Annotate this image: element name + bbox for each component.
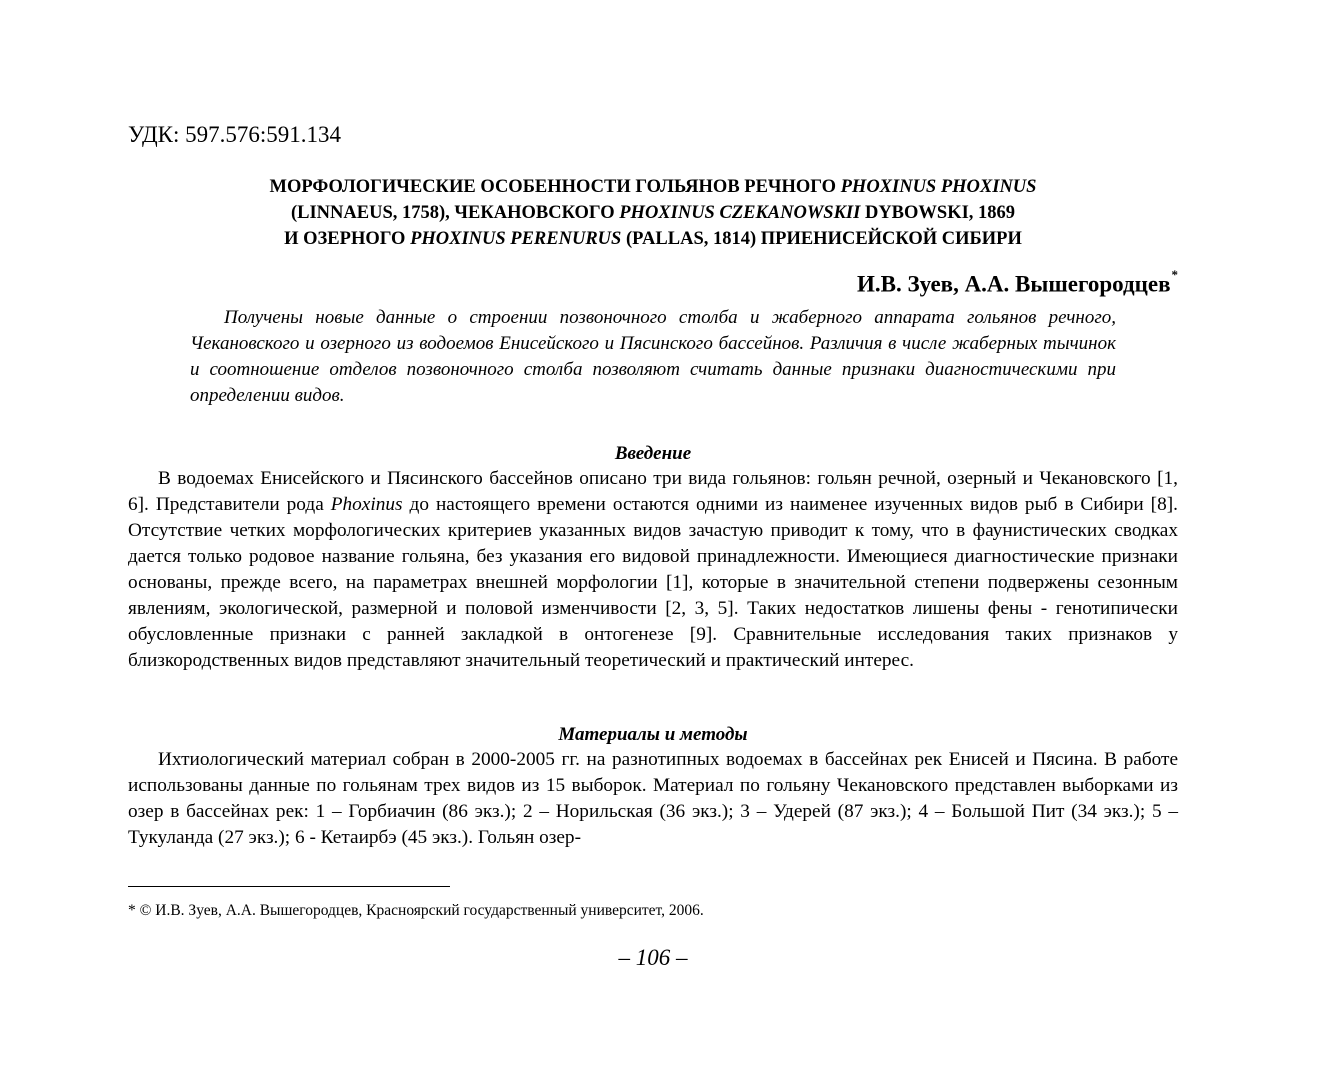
authors	[857, 264, 1178, 300]
abstract: Получены новые данные о строении позвоночного столба и жаберного аппарата гольянов речного, Чекановского и озерного из водоемов Енисейского и Пясинского бассейнов. Различия в числе жаберных тычинок и соотношение отделов позвоночного столба позволяют считать данные признаки диагностическими при определении видов.	[190, 307, 1116, 406]
title-line-1-text: МОРФОЛОГИЧЕСКИЕ ОСОБЕННОСТИ ГОЛЬЯНОВ РЕЧНОГО	[269, 177, 841, 197]
genus-name: Phoxinus	[330, 494, 403, 515]
methods-paragraph: Ихтиологический материал собран в 2000-2005 гг. на разнотипных водоемах в бассейнах рек Енисей и Пясина. В работе использованы данные по гольянам трех видов из 15 выборок. Материал по гольяну Чекановского представлен выборками из озер в бассейнах рек: 1 – Горбиачин (86 экз.); 2 – Норильская (36 экз.); 3 – Удерей (87 экз.); 4 – Большой Пит (34 экз.); 5 – Тукуланда (27 экз.); 6 - Кетаирбэ (45 экз.). Гольян озер-	[128, 749, 1178, 848]
author-names: И.В. Зуев, А.А. Вышегородцев	[857, 271, 1171, 297]
title-line-2-author: DYBOWSKI, 1869	[860, 203, 1016, 223]
introduction-paragraph	[128, 466, 1178, 674]
title-line-2-text: (LINNAEUS, 1758), ЧЕКАНОВСКОГО	[290, 203, 620, 223]
methods-heading: Материалы и методы	[558, 724, 748, 745]
title-line-3-author: (PALLAS, 1814) ПРИЕНИСЕЙСКОЙ СИБИРИ	[621, 229, 1022, 249]
introduction-text-1: В водоемах Енисейского и Пясинского бассейнов описано три вида гольянов: гольян речной, озерный и Чекановского [1, 6]. Представители рода	[128, 468, 1178, 515]
udk-code: УДК: 597.576:591.134	[128, 122, 342, 147]
article-title	[128, 174, 1178, 252]
footnote-mark: *	[1171, 267, 1178, 282]
title-line-2	[128, 200, 1178, 226]
footnote-divider	[128, 886, 450, 887]
introduction-text-2: до настоящего времени остаются одними из наименее изученных видов рыб в Сибири [8]. Отсутствие четких морфологических критериев указанных видов зачастую приводит к тому, что в фаунистических сводках дается только родовое название гольяна, без указания его видовой принадлежности. Имеющиеся диагностические признаки основаны, прежде всего, на параметрах внешней морфологии [1], которые в значительной степени подвержены сезонным явлениям, экологической, размерной и половой изменчивости [2, 3, 5]. Таких недостатков лишены фены - генотипически обусловленные признаки с ранней закладкой в онтогенезе [9]. Сравнительные исследования таких признаков у близкородственных видов представляют значительный теоретический и практический интерес.	[128, 494, 1178, 671]
title-species-czekanowskii: PHOXINUS CZEKANOWSKII	[619, 203, 861, 223]
footnote: * © И.В. Зуев, А.А. Вышегородцев, Красноярский государственный университет, 2006.	[128, 902, 704, 919]
introduction-heading: Введение	[614, 443, 692, 464]
title-line-3-text: И ОЗЕРНОГО	[284, 229, 411, 249]
title-species-phoxinus: PHOXINUS PHOXINUS	[840, 177, 1037, 197]
title-line-1	[128, 174, 1178, 200]
page-number: – 106 –	[618, 945, 688, 970]
title-line-3	[128, 226, 1178, 252]
title-species-perenurus: PHOXINUS PERENURUS	[410, 229, 622, 249]
